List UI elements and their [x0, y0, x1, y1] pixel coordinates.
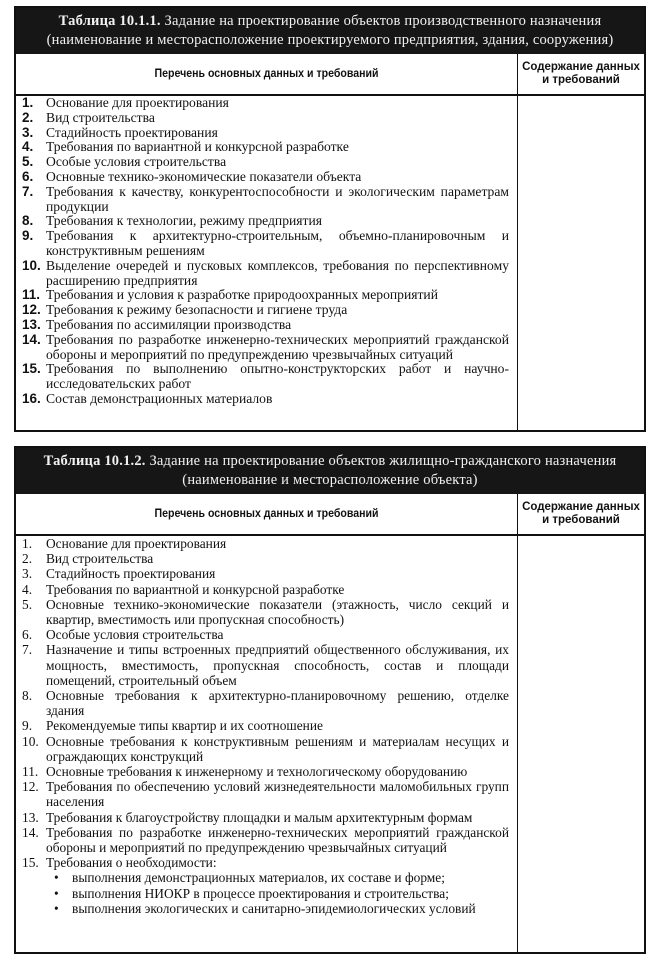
item-number: 11.: [22, 287, 41, 303]
item-text: Рекомендуемые типы квартир и их соотношение: [46, 718, 323, 734]
bullet-item: [22, 901, 509, 916]
item-text: Стадийность проектирования: [46, 124, 218, 140]
item-text: Особые условия строительства: [46, 627, 224, 643]
item-number: 2.: [22, 109, 34, 125]
content-column: [517, 532, 644, 952]
list-item: [22, 96, 509, 111]
item-number: 8.: [22, 688, 33, 704]
requirements-list: [16, 92, 517, 430]
list-item: [22, 362, 509, 392]
item-text: Основные требования к инженерному и технологическому оборудованию: [46, 764, 468, 780]
item-number: 7.: [22, 642, 33, 658]
list-item: [22, 126, 509, 141]
item-number: 13.: [22, 316, 41, 332]
list-item: [22, 627, 509, 642]
list-item: [22, 566, 509, 581]
item-text: Требования по вариантной и конкурсной разработке: [46, 581, 345, 597]
bullet-icon: •: [54, 885, 59, 901]
item-number: 5.: [22, 596, 33, 612]
item-number: 6.: [22, 627, 33, 643]
item-number: 11.: [22, 764, 39, 780]
item-number: 14.: [22, 824, 39, 840]
item-text: Требования к благоустройству площадки и малым архитектурным формам: [46, 809, 473, 825]
item-text: Требования по обеспечению условий жизнедеятельности маломобильных групп населения: [46, 779, 509, 810]
requirements-list: [16, 532, 517, 952]
item-text: Требования по выполнению опытно-конструкторских работ и научно-исследовательских работ: [46, 361, 509, 392]
bullet-item: [22, 870, 509, 885]
list-item: [22, 229, 509, 259]
item-text: Требования к качеству, конкурентоспособности и экологическим параметрам продукции: [46, 183, 509, 214]
item-number: 15.: [22, 855, 39, 871]
table-body: [16, 92, 644, 430]
item-number: 7.: [22, 183, 34, 199]
column-header-content: Содержание данных и требований: [517, 494, 644, 534]
list-item: [22, 392, 509, 407]
item-text: Требования к режиму безопасности и гигиене труда: [46, 302, 348, 318]
table-header-row: [16, 54, 644, 96]
table-caption: [16, 448, 644, 494]
item-text: Требования о необходимости:: [46, 855, 217, 871]
item-text: Основные технико-экономические показатели объекта: [46, 168, 362, 184]
list-item: [22, 155, 509, 170]
list-item: [22, 825, 509, 855]
bullet-text: выполнения экологических и санитарно-эпидемиологических условий: [72, 900, 476, 916]
item-text: Требования по ассимиляции производства: [46, 316, 292, 332]
list-item: [22, 855, 509, 870]
list-item: [22, 259, 509, 289]
table-title: Задание на проектирование объектов жилищно-гражданского назначения (наименование и месторасположение объекта): [149, 453, 617, 488]
list-item: [22, 582, 509, 597]
content-column: [517, 92, 644, 430]
bullet-text: выполнения НИОКР в процессе проектирования и строительства;: [72, 885, 449, 901]
column-header-content: Содержание данных и требований: [517, 54, 644, 94]
item-text: Основание для проектирования: [46, 536, 227, 551]
item-number: 10.: [22, 257, 41, 273]
item-number: 1.: [22, 536, 33, 551]
item-text: Требования к технологии, режиму предприятия: [46, 213, 322, 229]
item-number: 6.: [22, 168, 34, 184]
list-item: [22, 642, 509, 688]
item-number: 1.: [22, 95, 34, 110]
list-item: [22, 214, 509, 229]
bullet-icon: •: [54, 900, 59, 916]
item-text: Вид строительства: [46, 109, 155, 125]
table-number: Таблица 10.1.1.: [58, 13, 161, 29]
column-header-requirements: Перечень основных данных и требований: [154, 508, 379, 520]
list-item: [22, 303, 509, 318]
table-header-row: [16, 494, 644, 536]
table-body: [16, 532, 644, 952]
list-item: [22, 170, 509, 185]
list-item: [22, 536, 509, 551]
item-text: Особые условия строительства: [46, 154, 227, 170]
item-text: Требования и условия к разработке природоохранных мероприятий: [46, 287, 438, 303]
column-header-requirements: Перечень основных данных и требований: [154, 68, 379, 80]
item-number: 9.: [22, 228, 34, 244]
bullet-item: [22, 886, 509, 901]
item-number: 8.: [22, 213, 34, 229]
list-item: [22, 333, 509, 363]
item-text: Выделение очередей и пусковых комплексов, требования по перспективному расширению предприятия: [46, 257, 509, 288]
item-text: Основание для проектирования: [46, 95, 229, 110]
item-number: 14.: [22, 331, 41, 347]
item-text: Основные технико-экономические показатели (этажность, число секций и квартир, вместимость или пропускная способность): [46, 596, 509, 628]
item-number: 12.: [22, 779, 39, 795]
item-number: 16.: [22, 390, 41, 406]
item-text: Основные требования к конструктивным решениям и материалам несущих и ограждающих конструкций: [46, 733, 509, 764]
item-text: Основные требования к архитектурно-планировочному решению, отделке здания: [46, 688, 509, 719]
table-residential-objects: [14, 446, 646, 954]
item-number: 9.: [22, 718, 33, 734]
item-text: Вид строительства: [46, 551, 154, 567]
item-number: 2.: [22, 551, 33, 567]
list-item: [22, 140, 509, 155]
item-number: 3.: [22, 124, 34, 140]
item-text: Стадийность проектирования: [46, 566, 216, 582]
list-item: [22, 288, 509, 303]
item-number: 12.: [22, 302, 41, 318]
bullet-text: выполнения демонстрационных материалов, их составе и форме;: [72, 870, 445, 886]
item-text: Назначение и типы встроенных предприятий общественного обслуживания, их мощность, вместимость, пропускная способность, состав и площади помещений, строительный объем: [46, 642, 509, 688]
table-number: Таблица 10.1.2.: [43, 453, 146, 469]
list-item: [22, 111, 509, 126]
list-item: [22, 597, 509, 627]
item-text: Требования к архитектурно-строительным, объемно-планировочным и конструктивным решениям: [46, 228, 509, 258]
item-number: 10.: [22, 733, 39, 749]
item-number: 3.: [22, 566, 33, 582]
list-item: [22, 779, 509, 809]
table-caption: [16, 8, 644, 54]
item-number: 4.: [22, 581, 33, 597]
item-number: 4.: [22, 139, 34, 155]
item-number: 15.: [22, 361, 41, 377]
list-item: [22, 764, 509, 779]
bullet-icon: •: [54, 870, 59, 886]
item-number: 13.: [22, 809, 39, 825]
list-item: [22, 551, 509, 566]
list-item: [22, 734, 509, 764]
item-text: Требования по вариантной и конкурсной разработке: [46, 139, 349, 155]
item-text: Требования по разработке инженерно-технических мероприятий гражданской обороны и мероприятий по предупреждению чрезвычайных ситуаций: [46, 331, 509, 362]
list-item: [22, 318, 509, 333]
table-production-objects: [14, 6, 646, 432]
table-title: Задание на проектирование объектов производственного назначения (наименование и месторасположение проектируемого предприятия, здания, сооружения): [46, 13, 614, 48]
list-item: [22, 718, 509, 733]
item-text: Требования по разработке инженерно-технических мероприятий гражданской обороны и мероприятий по предупреждению чрезвычайных ситуаций: [46, 824, 509, 856]
item-text: Состав демонстрационных материалов: [46, 390, 273, 406]
item-number: 5.: [22, 154, 34, 170]
list-item: [22, 810, 509, 825]
list-item: [22, 688, 509, 718]
list-item: [22, 185, 509, 215]
